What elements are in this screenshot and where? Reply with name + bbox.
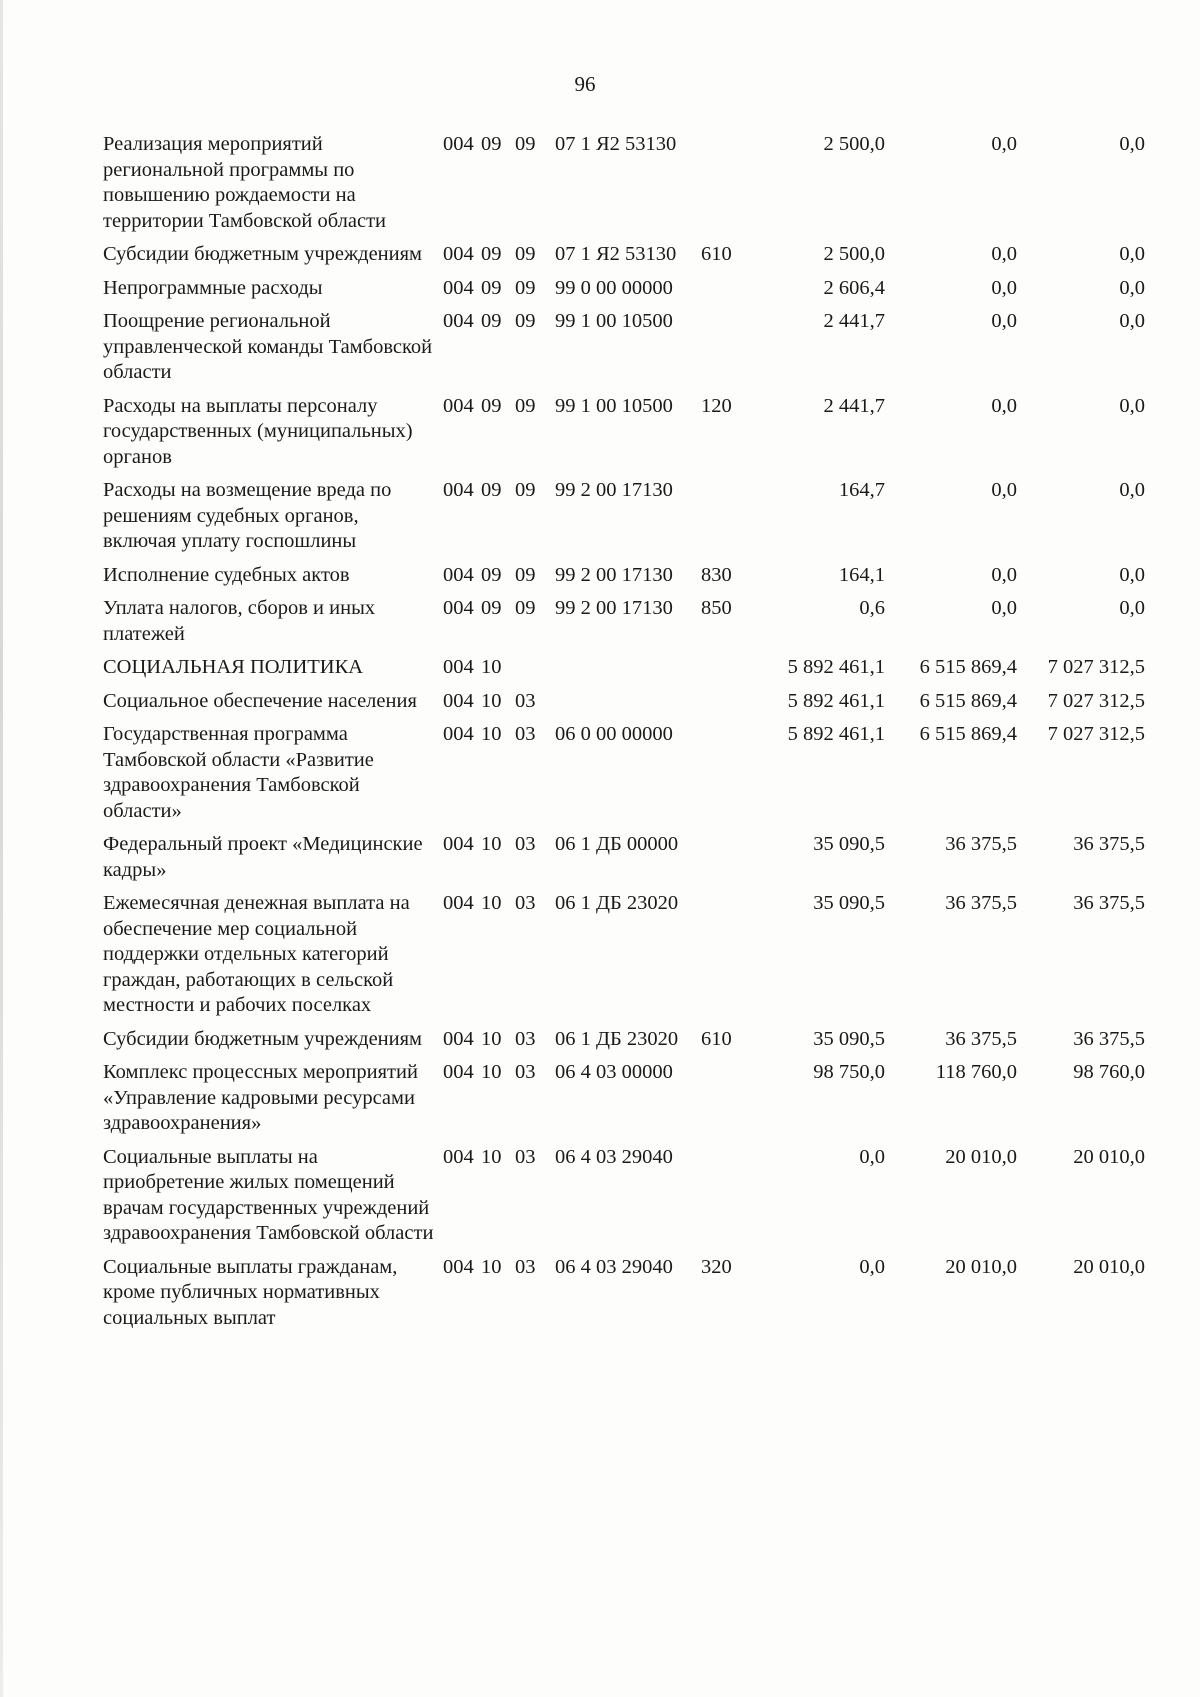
cell-amount-year2: 0,0 — [991, 243, 1017, 265]
cell-amount-year2: 0,0 — [991, 563, 1017, 586]
cell-amount-year1: 0,6 — [859, 597, 885, 619]
cell-rz: 09 — [481, 563, 502, 586]
cell-gr: 004 — [443, 1027, 474, 1050]
cell-vr: 850 — [701, 597, 732, 619]
table-row — [103, 722, 1183, 824]
cell-pr: 09 — [515, 394, 536, 417]
table-row — [103, 832, 1183, 883]
table-row — [103, 1060, 1183, 1137]
row-name: Исполнение судебных актов — [103, 563, 350, 586]
table-row — [103, 563, 1183, 589]
table-row — [103, 276, 1183, 302]
cell-pr: 03 — [515, 892, 536, 914]
cell-vr: 610 — [701, 243, 732, 265]
cell-amount-year1: 5 892 461,1 — [787, 723, 885, 745]
cell-amount-year1: 164,7 — [838, 479, 885, 501]
cell-amount-year1: 5 892 461,1 — [787, 656, 885, 678]
table-row — [103, 655, 1183, 681]
cell-pr: 03 — [515, 723, 536, 745]
cell-gr: 004 — [443, 479, 474, 501]
cell-csr: 99 1 00 10500 — [555, 310, 673, 332]
cell-pr: 03 — [515, 1061, 536, 1083]
row-name: Поощрение региональной управленческой команды Тамбовской области — [103, 310, 433, 383]
cell-amount-year2: 0,0 — [991, 276, 1017, 299]
cell-vr — [701, 655, 773, 681]
cell-pr: 03 — [515, 1255, 536, 1278]
cell-gr: 004 — [443, 1255, 474, 1278]
cell-amount-year1: 2 500,0 — [823, 133, 885, 155]
cell-amount-year2: 36 375,5 — [945, 833, 1017, 855]
row-name: Расходы на возмещение вреда по решениям судебных органов, включая уплату госпошлины — [103, 479, 392, 552]
cell-csr: 06 1 ДБ 23020 — [555, 1027, 679, 1050]
cell-pr: 09 — [515, 479, 536, 501]
page-number: 96 — [574, 72, 596, 96]
cell-pr: 09 — [515, 133, 536, 155]
cell-amount-year1: 164,1 — [838, 563, 885, 586]
cell-pr: 09 — [515, 563, 536, 586]
cell-csr: 06 1 ДБ 23020 — [555, 892, 679, 914]
cell-gr: 004 — [443, 1145, 474, 1168]
cell-amount-year3: 0,0 — [1119, 310, 1145, 332]
cell-csr: 99 2 00 17130 — [555, 479, 673, 501]
cell-pr: 03 — [515, 1027, 536, 1050]
row-name: Субсидии бюджетным учреждениям — [103, 1027, 423, 1050]
cell-vr — [701, 309, 773, 386]
cell-gr: 004 — [443, 833, 474, 855]
cell-gr: 004 — [443, 310, 474, 332]
cell-csr: 07 1 Я2 53130 — [555, 133, 677, 155]
cell-amount-year2: 0,0 — [991, 394, 1017, 417]
cell-gr: 004 — [443, 723, 474, 745]
table-row — [103, 242, 1183, 268]
table-row — [103, 1145, 1183, 1247]
cell-rz: 10 — [481, 1255, 502, 1278]
cell-amount-year1: 5 892 461,1 — [787, 689, 885, 712]
cell-amount-year2: 0,0 — [991, 310, 1017, 332]
table-row — [103, 1027, 1183, 1053]
cell-csr: 99 2 00 17130 — [555, 563, 673, 586]
row-name: Социальные выплаты на приобретение жилых помещений врачам государственных учреждений здравоохранения Тамбовской области — [103, 1145, 434, 1244]
cell-amount-year2: 20 010,0 — [945, 1255, 1017, 1278]
cell-amount-year2: 0,0 — [991, 479, 1017, 501]
cell-amount-year3: 0,0 — [1119, 394, 1145, 417]
cell-amount-year3: 0,0 — [1119, 243, 1145, 265]
cell-amount-year3: 20 010,0 — [1073, 1145, 1145, 1168]
cell-vr — [701, 1145, 773, 1247]
cell-amount-year3: 0,0 — [1119, 597, 1145, 619]
cell-csr: 06 0 00 00000 — [555, 723, 673, 745]
cell-pr: 09 — [515, 597, 536, 619]
cell-gr: 004 — [443, 563, 474, 586]
cell-amount-year3: 98 760,0 — [1073, 1061, 1145, 1083]
cell-gr: 004 — [443, 276, 474, 299]
cell-csr: 06 1 ДБ 00000 — [555, 833, 679, 855]
cell-gr: 004 — [443, 1061, 474, 1083]
cell-vr: 320 — [701, 1255, 732, 1278]
cell-amount-year1: 35 090,5 — [813, 833, 885, 855]
cell-vr — [701, 132, 773, 234]
cell-pr: 09 — [515, 276, 536, 299]
cell-amount-year2: 0,0 — [991, 597, 1017, 619]
cell-amount-year1: 2 606,4 — [823, 276, 885, 299]
cell-rz: 09 — [481, 597, 502, 619]
cell-rz: 10 — [481, 892, 502, 914]
table-row — [103, 132, 1183, 234]
table-row — [103, 596, 1183, 647]
cell-csr: 06 4 03 29040 — [555, 1255, 673, 1278]
cell-amount-year3: 0,0 — [1119, 133, 1145, 155]
table-row — [103, 891, 1183, 1019]
cell-rz: 10 — [481, 656, 502, 678]
cell-csr: 99 0 00 00000 — [555, 276, 673, 299]
row-name: Государственная программа Тамбовской области «Развитие здравоохранения Тамбовской области» — [103, 723, 374, 822]
row-name: СОЦИАЛЬНАЯ ПОЛИТИКА — [103, 656, 364, 678]
cell-amount-year1: 35 090,5 — [813, 892, 885, 914]
row-name: Комплекс процессных мероприятий «Управление кадровыми ресурсами здравоохранения» — [103, 1061, 418, 1134]
cell-pr: 03 — [515, 689, 536, 712]
cell-vr — [701, 722, 773, 824]
cell-rz: 10 — [481, 1061, 502, 1083]
row-name: Непрограммные расходы — [103, 276, 323, 299]
row-name: Уплата налогов, сборов и иных платежей — [103, 597, 376, 645]
cell-amount-year2: 6 515 869,4 — [919, 689, 1017, 712]
cell-amount-year2: 20 010,0 — [945, 1145, 1017, 1168]
cell-amount-year3: 20 010,0 — [1073, 1255, 1145, 1278]
cell-rz: 10 — [481, 833, 502, 855]
cell-pr: 03 — [515, 833, 536, 855]
cell-amount-year2: 36 375,5 — [945, 1027, 1017, 1050]
cell-gr: 004 — [443, 133, 474, 155]
cell-pr: 03 — [515, 1145, 536, 1168]
cell-csr: 06 4 03 29040 — [555, 1145, 673, 1168]
scan-edge — [0, 0, 3, 1697]
cell-amount-year2: 6 515 869,4 — [919, 656, 1017, 678]
cell-vr: 120 — [701, 394, 732, 417]
cell-amount-year3: 36 375,5 — [1073, 892, 1145, 914]
cell-amount-year3: 7 027 312,5 — [1047, 689, 1145, 712]
cell-vr — [701, 689, 773, 715]
cell-vr — [701, 832, 773, 883]
cell-gr: 004 — [443, 394, 474, 417]
table-row — [103, 394, 1183, 471]
row-name: Социальное обеспечение населения — [103, 689, 417, 712]
cell-rz: 10 — [481, 723, 502, 745]
cell-rz: 09 — [481, 133, 502, 155]
cell-amount-year2: 0,0 — [991, 133, 1017, 155]
cell-amount-year3: 0,0 — [1119, 479, 1145, 501]
cell-vr — [701, 891, 773, 1019]
budget-table — [103, 132, 1183, 1339]
cell-csr: 99 2 00 17130 — [555, 597, 673, 619]
cell-amount-year3: 0,0 — [1119, 563, 1145, 586]
cell-pr — [515, 655, 551, 681]
cell-gr: 004 — [443, 243, 474, 265]
cell-pr: 09 — [515, 310, 536, 332]
cell-amount-year2: 118 760,0 — [935, 1061, 1017, 1083]
cell-vr — [701, 276, 773, 302]
row-name: Субсидии бюджетным учреждениям — [103, 243, 423, 265]
cell-csr: 06 4 03 00000 — [555, 1061, 673, 1083]
cell-amount-year1: 2 441,7 — [823, 394, 885, 417]
cell-amount-year3: 7 027 312,5 — [1047, 723, 1145, 745]
cell-amount-year2: 6 515 869,4 — [919, 723, 1017, 745]
cell-amount-year3: 7 027 312,5 — [1047, 656, 1145, 678]
cell-csr — [551, 689, 701, 715]
row-name: Ежемесячная денежная выплата на обеспечение мер социальной поддержки отдельных категорий граждан, работающих в сельской местности и рабочих поселках — [103, 892, 410, 1016]
cell-rz: 09 — [481, 243, 502, 265]
table-row — [103, 1255, 1183, 1332]
cell-gr: 004 — [443, 892, 474, 914]
cell-gr: 004 — [443, 597, 474, 619]
cell-amount-year3: 36 375,5 — [1073, 833, 1145, 855]
cell-vr — [701, 478, 773, 555]
cell-rz: 09 — [481, 310, 502, 332]
cell-amount-year3: 0,0 — [1119, 276, 1145, 299]
cell-pr: 09 — [515, 243, 536, 265]
table-row — [103, 689, 1183, 715]
table-row — [103, 309, 1183, 386]
cell-rz: 10 — [481, 1145, 502, 1168]
cell-csr: 99 1 00 10500 — [555, 394, 673, 417]
table-row — [103, 478, 1183, 555]
cell-rz: 10 — [481, 689, 502, 712]
cell-amount-year1: 2 500,0 — [823, 243, 885, 265]
cell-vr: 830 — [701, 563, 732, 586]
cell-amount-year1: 0,0 — [859, 1145, 885, 1168]
cell-rz: 09 — [481, 479, 502, 501]
cell-amount-year1: 0,0 — [859, 1255, 885, 1278]
cell-gr: 004 — [443, 656, 474, 678]
row-name: Расходы на выплаты персоналу государственных (муниципальных) органов — [103, 394, 413, 468]
cell-rz: 09 — [481, 394, 502, 417]
cell-amount-year1: 35 090,5 — [813, 1027, 885, 1050]
cell-gr: 004 — [443, 689, 474, 712]
row-name: Федеральный проект «Медицинские кадры» — [103, 833, 423, 881]
row-name: Социальные выплаты гражданам, кроме публичных нормативных социальных выплат — [103, 1255, 398, 1329]
cell-rz: 10 — [481, 1027, 502, 1050]
cell-amount-year1: 2 441,7 — [823, 310, 885, 332]
cell-vr: 610 — [701, 1027, 732, 1050]
row-name: Реализация мероприятий региональной программы по повышению рождаемости на территории Тамбовской области — [103, 133, 386, 232]
cell-csr: 07 1 Я2 53130 — [555, 243, 677, 265]
cell-amount-year2: 36 375,5 — [945, 892, 1017, 914]
cell-rz: 09 — [481, 276, 502, 299]
cell-csr — [551, 655, 701, 681]
cell-amount-year1: 98 750,0 — [813, 1061, 885, 1083]
cell-vr — [701, 1060, 773, 1137]
cell-amount-year3: 36 375,5 — [1073, 1027, 1145, 1050]
